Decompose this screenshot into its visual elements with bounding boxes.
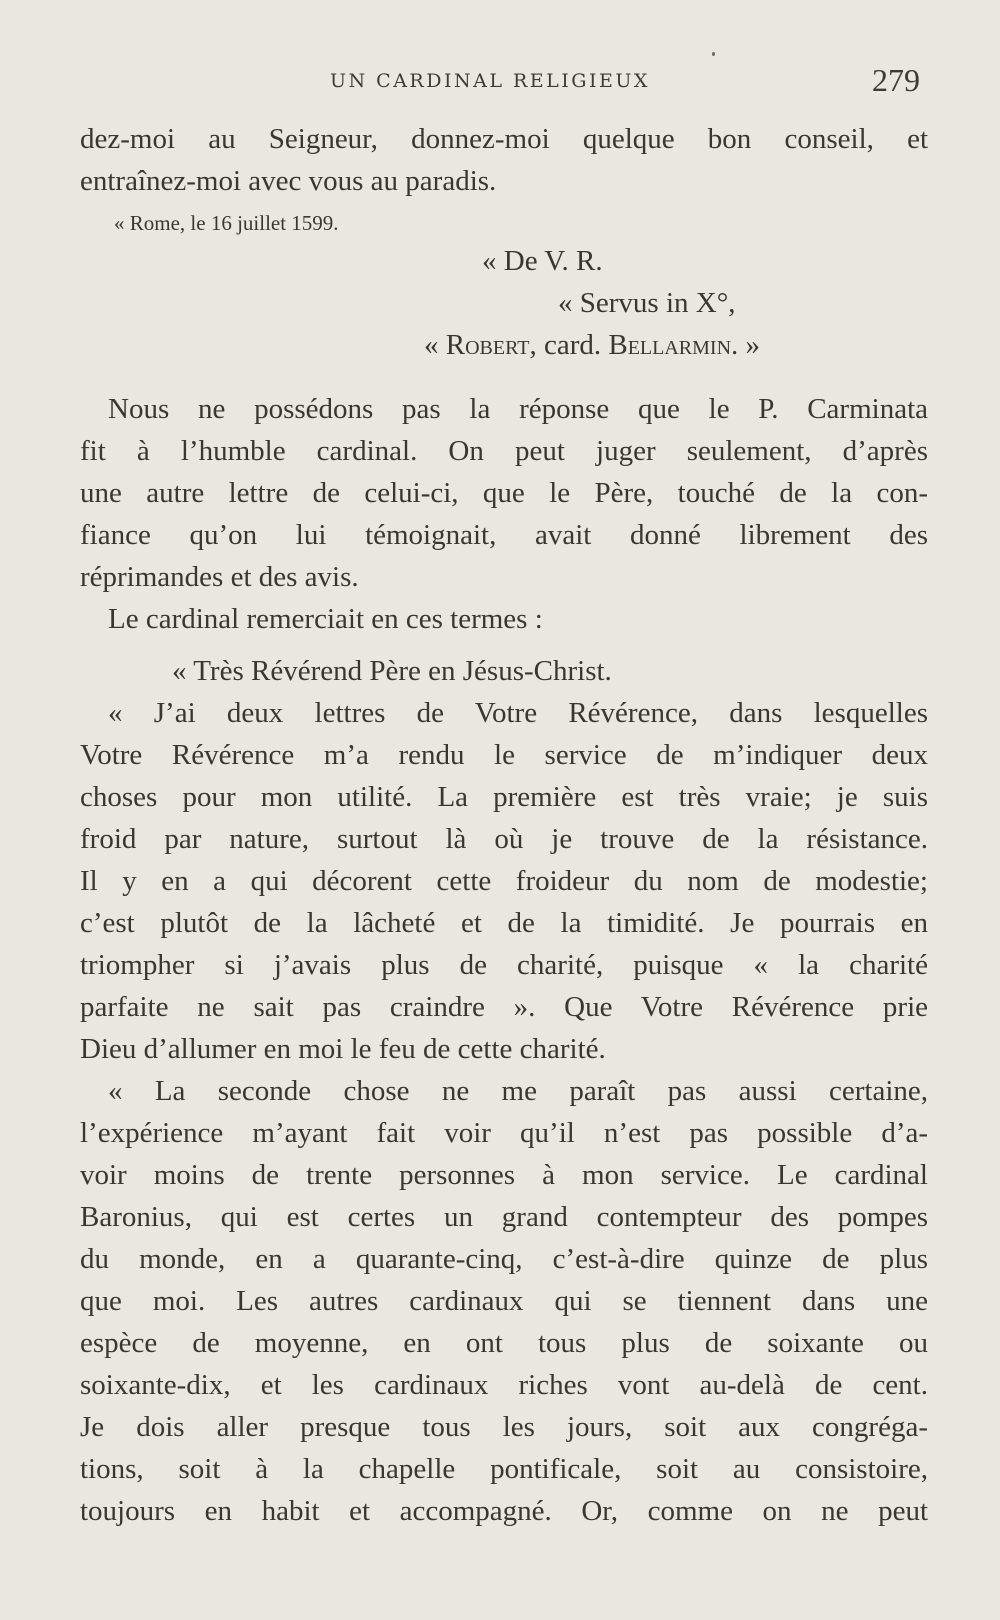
text-line: toujours en habit et accompagné. Or, comme on ne peut [80, 1495, 928, 1527]
letter-closing: « De V. R. [482, 245, 603, 277]
letter-closing: « Servus in X°, [558, 287, 736, 319]
text-line: Le cardinal remerciait en ces termes : [108, 603, 543, 635]
signature-surname: Bellarmin [608, 329, 732, 361]
letter-signature [80, 324, 928, 366]
page-number: 279 [872, 62, 920, 98]
signature-title: , card. [529, 329, 609, 361]
paragraph-gap [80, 366, 928, 388]
text-line: tions, soit à la chapelle pontificale, soit au consistoire, [80, 1453, 928, 1485]
text-line: Je dois aller presque tous les jours, soit aux congréga- [80, 1411, 928, 1443]
text-line: soixante-dix, et les cardinaux riches vont au-delà de cent. [80, 1369, 928, 1401]
letter-dateline: « Rome, le 16 juillet 1599. [114, 211, 339, 235]
text-line: Dieu d’allumer en moi le feu de cette charité. [80, 1033, 606, 1065]
text-line: Nous ne possédons pas la réponse que le P. Carminata [108, 393, 928, 425]
signature-first-name: Robert [445, 329, 530, 361]
text-line: du monde, en a quarante-cinq, c’est-à-dire quinze de plus [80, 1243, 928, 1275]
text-line: c’est plutôt de la lâcheté et de la timidité. Je pourrais en [80, 907, 928, 939]
text-line: « J’ai deux lettres de Votre Révérence, dans lesquelles [108, 697, 928, 729]
text-line: dez-moi au Seigneur, donnez-moi quelque bon conseil, et [80, 123, 928, 155]
text-line: parfaite ne sait pas craindre ». Que Votre Révérence prie [80, 991, 928, 1023]
text-line: réprimandes et des avis. [80, 561, 359, 593]
text-line: une autre lettre de celui-ci, que le Père, touché de la con- [80, 477, 928, 509]
text-line: l’expérience m’ayant fait voir qu’il n’est pas possible d’a- [80, 1117, 928, 1149]
text-line: voir moins de trente personnes à mon service. Le cardinal [80, 1159, 928, 1191]
signature-open-quote: « [424, 329, 446, 361]
text-line: « La seconde chose ne me paraît pas aussi certaine, [108, 1075, 928, 1107]
text-line: Baronius, qui est certes un grand contempteur des pompes [80, 1201, 928, 1233]
text-line: Il y en a qui décorent cette froideur du nom de modestie; [80, 865, 928, 897]
page-body [80, 118, 928, 1532]
text-line: que moi. Les autres cardinaux qui se tiennent dans une [80, 1285, 928, 1317]
text-line: froid par nature, surtout là où je trouve de la résistance. [80, 823, 928, 855]
signature-close-quote: . » [731, 329, 761, 361]
text-line: triompher si j’avais plus de charité, puisque « la charité [80, 949, 928, 981]
text-line: espèce de moyenne, en ont tous plus de soixante ou [80, 1327, 928, 1359]
text-line: choses pour mon utilité. La première est très vraie; je suis [80, 781, 928, 813]
text-line: fiance qu’on lui témoignait, avait donné librement des [80, 519, 928, 551]
paragraph-gap [80, 640, 928, 650]
text-line: Votre Révérence m’a rendu le service de m’indiquer deux [80, 739, 928, 771]
text-line: fit à l’humble cardinal. On peut juger seulement, d’après [80, 435, 928, 467]
text-line: entraînez-moi avec vous au paradis. [80, 165, 497, 197]
running-title: UN CARDINAL RELIGIEUX [330, 70, 650, 92]
letter-salutation: « Très Révérend Père en Jésus-Christ. [172, 655, 612, 687]
print-speck [712, 52, 715, 56]
